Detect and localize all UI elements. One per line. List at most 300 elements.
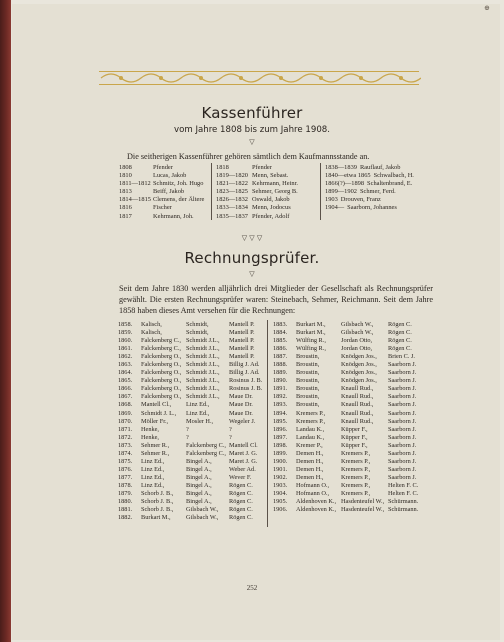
top-ornament-band — [97, 70, 421, 86]
rech-name: Linz Ed., — [141, 457, 165, 465]
rech-year: 1904. — [273, 489, 288, 497]
rech-name: Bingel A., — [186, 489, 212, 497]
rech-year: 1887. — [273, 353, 288, 361]
rech-name: Burkart M., — [296, 321, 326, 328]
rech-name: Broustin, — [296, 393, 320, 401]
rech-row — [273, 474, 433, 482]
rech-name: Saarborn J. — [388, 417, 417, 425]
rech-name: Falckenberg O., — [141, 393, 182, 401]
rech-name: Schmidt, — [186, 321, 209, 328]
rech-year: 1883. — [273, 321, 288, 328]
rech-row — [273, 329, 433, 337]
rech-row — [118, 377, 268, 385]
kassen-years: 1899—1902 — [325, 188, 357, 196]
kassen-row — [119, 213, 209, 221]
rech-name: Falckenberg O., — [141, 377, 182, 385]
kassen-years: 1823—1825 — [216, 188, 248, 196]
corner-mark: ⊕ — [484, 4, 490, 12]
rech-row — [273, 353, 433, 361]
kassen-name: Pfender — [153, 164, 173, 171]
kassen-years: 1904— — [325, 204, 345, 212]
rech-name: Falckenberg C., — [186, 441, 226, 449]
kassen-row — [216, 213, 320, 221]
kassen-name: Schmitz, Joh. Hugo — [153, 180, 204, 188]
rech-name: Rögen C. — [229, 489, 253, 497]
rech-name: Saarborn J. — [388, 433, 417, 441]
kassen-column-3 — [325, 164, 435, 213]
rech-intro: Seit dem Jahre 1830 werden alljährlich drei Mitglieder der Gesellschaft als Rechnungsprüfer gewählt. Die ersten Rechnungsprüfer waren: Steinebach, Sehmer, Reichmann. Seit dem Jahre 1858 haben dieses Amt versehen für die Rechnungen: — [119, 284, 433, 315]
kassen-column-2 — [216, 164, 320, 221]
rech-name: Saarborn J. — [388, 377, 417, 385]
rech-row — [273, 490, 433, 498]
kassen-row — [119, 204, 209, 212]
kassen-row — [119, 196, 209, 204]
rech-name: Mantell P. — [229, 329, 255, 337]
rech-name: Küpper F., — [341, 441, 368, 449]
rech-name: Schmidt J.L., — [186, 369, 220, 377]
rech-name: Saarborn J. — [388, 449, 417, 457]
kassen-years: 1814—1815 — [119, 196, 151, 204]
kassen-name: Menn, Jodocus — [252, 204, 291, 212]
rech-year: 1901. — [273, 465, 288, 473]
kassen-years: 1840—etwa 1865 — [325, 172, 371, 180]
kassen-title: Kassenführer — [201, 104, 303, 122]
rech-name: Aldenhoven K., — [296, 506, 337, 514]
rech-name: Hofmann O., — [296, 489, 330, 497]
rech-year: 1891. — [273, 385, 288, 393]
kassen-years: 1811—1812 — [119, 180, 151, 188]
rech-year: 1867. — [118, 393, 133, 401]
rech-name: Mantell P. — [229, 345, 255, 353]
rech-year: 1879. — [118, 489, 133, 497]
kassen-name: Saarborn, Johannes — [347, 204, 397, 212]
rech-year: 1863. — [118, 361, 133, 369]
kassen-row — [325, 196, 435, 204]
rech-year: 1906. — [273, 506, 288, 514]
rech-name: Rögen C. — [229, 498, 253, 506]
kassen-name: Beiff, Jakob — [153, 188, 185, 196]
rech-name: Saarborn J. — [388, 361, 417, 369]
rech-name: Falckenberg O., — [141, 361, 182, 369]
rech-row — [118, 434, 268, 442]
rech-year: 1860. — [118, 337, 133, 345]
rech-year: 1890. — [273, 377, 288, 385]
rech-row — [273, 418, 433, 426]
rech-row — [273, 345, 433, 353]
rech-year: 1893. — [273, 401, 288, 409]
kassen-name: Schmer, Ferd. — [359, 188, 396, 196]
rech-year: 1888. — [273, 361, 288, 369]
kassen-name: Clemens, der Ältere — [153, 196, 205, 204]
rech-name: Burkart M., — [141, 514, 171, 522]
rech-name: Knödgen Jos., — [341, 377, 377, 385]
rech-name: Maue Dr. — [229, 409, 253, 417]
rech-name: Broustin, — [296, 369, 320, 377]
rech-name: Küpper F., — [341, 425, 368, 433]
rech-year: 1864. — [118, 369, 133, 377]
kassen-name: Schwalbach, H. — [373, 172, 414, 180]
rech-row — [273, 377, 433, 385]
rech-name: ? — [229, 425, 232, 433]
rech-name: Aldenhoven K., — [296, 498, 337, 506]
rech-name: Falckenberg C., — [141, 337, 181, 345]
rech-row — [118, 329, 268, 337]
rech-row — [273, 401, 433, 409]
rech-name: Rögen C. — [388, 329, 412, 337]
kassen-years: 1833—1834 — [216, 204, 248, 212]
kassen-row — [216, 180, 320, 188]
rech-name: Kremers P., — [341, 481, 371, 489]
rech-row — [118, 458, 268, 466]
rech-name: Knaull Rud., — [341, 409, 374, 417]
rech-row — [118, 450, 268, 458]
rech-year: 1868. — [118, 401, 133, 409]
kassen-row — [216, 188, 320, 196]
rech-row — [118, 506, 268, 514]
rech-name: Saarborn J. — [388, 369, 417, 377]
rech-row — [118, 385, 268, 393]
kassen-years: 1838—1839 — [325, 164, 357, 171]
rech-row — [118, 418, 268, 426]
kassen-name: Lucas, Jakob — [153, 172, 187, 180]
rech-name: Rosinus J. B. — [229, 377, 263, 385]
rech-row — [118, 393, 268, 401]
rech-row — [273, 361, 433, 369]
kassen-intro: Die seitherigen Kassenführer gehören sämtlich dem Kaufmannsstande an. — [127, 152, 370, 161]
column-rule — [211, 163, 212, 220]
rech-name: Falckenberg O., — [141, 353, 182, 361]
rech-name: Schmidt J.L., — [186, 353, 220, 361]
rech-year: 1870. — [118, 417, 133, 425]
rech-name: Hofmann O., — [296, 481, 330, 489]
rech-year: 1885. — [273, 337, 288, 345]
rech-name: Kremers P., — [296, 417, 326, 425]
rech-name: Schürmann. — [388, 506, 419, 514]
kassen-years: 1808 — [119, 164, 132, 171]
rech-name: Kremer P., — [296, 441, 323, 449]
kassen-row — [325, 164, 435, 172]
rech-name: Knaull Rud., — [341, 393, 374, 401]
rech-name: Kremers P., — [341, 457, 371, 465]
rech-year: 1881. — [118, 506, 133, 514]
kassen-name: Menn, Sebast. — [252, 172, 289, 180]
rech-name: Helten F. C. — [388, 481, 419, 489]
rech-name: Sehmer R., — [141, 441, 170, 449]
rech-name: Schmidt J.L., — [186, 385, 220, 393]
rech-name: Gilsbach W., — [341, 329, 374, 337]
divider-mark: ▽ — [249, 270, 255, 278]
rech-year: 1894. — [273, 409, 288, 417]
rech-row — [118, 442, 268, 450]
kassen-subtitle: vom Jahre 1808 bis zum Jahre 1908. — [174, 125, 330, 135]
kassen-years: 1810 — [119, 172, 132, 180]
rech-name: Wülfing R., — [296, 337, 326, 345]
rech-row — [118, 490, 268, 498]
rech-year: 1902. — [273, 473, 288, 481]
rech-row — [118, 337, 268, 345]
rech-name: Saarborn J. — [388, 409, 417, 417]
kassen-years: 1813 — [119, 188, 132, 196]
rech-name: Rögen C. — [229, 514, 253, 522]
rech-name: Maue Dr. — [229, 401, 253, 409]
rech-name: Billig J. Ad. — [229, 369, 260, 377]
rech-row — [273, 410, 433, 418]
rech-name: Linz Ed., — [141, 481, 165, 489]
rech-name: Bingel A., — [186, 481, 212, 489]
kassen-name: Schaltenbrand, E. — [367, 180, 413, 188]
rech-year: 1875. — [118, 457, 133, 465]
rech-name: Rögen C. — [388, 337, 412, 345]
rech-name: Rögen C. — [388, 321, 412, 328]
rech-name: Sehmer R., — [141, 449, 170, 457]
rech-row — [118, 474, 268, 482]
rech-name: Kremers P., — [341, 489, 371, 497]
rech-name: ? — [186, 433, 189, 441]
rech-name: Bingel A., — [186, 473, 212, 481]
kassen-years: 1826—1832 — [216, 196, 248, 204]
rech-row — [118, 369, 268, 377]
rech-row — [273, 466, 433, 474]
rech-name: Brien C. J. — [388, 353, 415, 361]
rech-name: Mantell P. — [229, 337, 255, 345]
rech-name: Saarborn J. — [388, 385, 417, 393]
rech-row — [273, 482, 433, 490]
rech-name: Schorb J. B., — [141, 498, 174, 506]
rech-year: 1877. — [118, 473, 133, 481]
rech-name: Saarborn J. — [388, 465, 417, 473]
rech-name: Billig J. Ad. — [229, 361, 260, 369]
rech-name: Jordan Otto, — [341, 337, 373, 345]
rech-row — [118, 426, 268, 434]
kassen-name: Rauflauf, Jakob — [359, 164, 401, 171]
rech-name: Rögen C. — [229, 506, 253, 514]
rech-name: Broustin, — [296, 385, 320, 393]
rech-row — [118, 410, 268, 418]
rech-name: Burkart M., — [296, 329, 326, 337]
rech-year: 1905. — [273, 498, 288, 506]
kassen-name: Sehmer, Georg B. — [252, 188, 298, 196]
kassen-name: Kehrmann, Joh. — [153, 212, 194, 220]
rech-name: Knödgen Jos., — [341, 361, 377, 369]
rech-row — [118, 353, 268, 361]
rech-name: Demen H., — [296, 473, 324, 481]
divider-mark: ▽ — [249, 138, 255, 146]
rech-name: Mantell P. — [229, 321, 255, 328]
rech-name: Schorb J. B., — [141, 489, 174, 497]
column-rule — [320, 163, 321, 220]
rech-name: Möller Fr., — [141, 417, 169, 425]
rech-row — [273, 426, 433, 434]
rech-name: Linz Ed., — [186, 401, 210, 409]
kassen-row — [216, 164, 320, 172]
rech-name: Schmidt, — [186, 329, 209, 337]
rech-year: 1897. — [273, 433, 288, 441]
rech-name: Mantell P. — [229, 353, 255, 361]
column-rule — [267, 320, 268, 527]
rech-row — [118, 498, 268, 506]
rech-year: 1896. — [273, 425, 288, 433]
rech-name: Falckenberg O., — [141, 369, 182, 377]
rech-name: Maue Dr. — [229, 393, 253, 401]
kassen-name: Pfender, Adolf — [252, 212, 290, 220]
rech-year: 1903. — [273, 481, 288, 489]
rech-name: Saarborn J. — [388, 401, 417, 409]
rech-name: Henke, — [141, 433, 160, 441]
rech-year: 1859. — [118, 329, 133, 337]
rech-name: Helten F. C. — [388, 489, 419, 497]
kassen-row — [216, 196, 320, 204]
rech-name: Broustin, — [296, 361, 320, 369]
rech-row — [118, 482, 268, 490]
kassen-row — [325, 188, 435, 196]
rech-name: Henke, — [141, 425, 160, 433]
rech-year: 1872. — [118, 433, 133, 441]
rech-name: Schmidt J.L., — [186, 377, 220, 385]
rech-year: 1895. — [273, 417, 288, 425]
rech-row — [273, 506, 433, 514]
rech-row — [273, 369, 433, 377]
rech-row — [273, 458, 433, 466]
rech-year: 1861. — [118, 345, 133, 353]
rech-name: ? — [229, 433, 232, 441]
rech-name: Kalisch, — [141, 321, 162, 328]
rech-name: Mantell Cl., — [141, 401, 172, 409]
rech-name: Rosinus J. B. — [229, 385, 263, 393]
rech-row — [273, 450, 433, 458]
rech-name: Mosler H., — [186, 417, 214, 425]
kassen-name: Oswald, Jakob — [252, 196, 290, 204]
rech-name: Gilsbach W., — [186, 514, 219, 522]
rech-row — [273, 393, 433, 401]
rech-name: Wever F. — [229, 473, 252, 481]
kassen-row — [216, 172, 320, 180]
rech-name: ? — [186, 425, 189, 433]
rech-table-left — [118, 321, 268, 522]
rech-name: Saarborn J. — [388, 441, 417, 449]
rech-name: Wülfing R., — [296, 345, 326, 353]
rech-year: 1873. — [118, 441, 133, 449]
rech-name: Schorb J. B., — [141, 506, 174, 514]
rech-name: Linz Ed., — [186, 409, 210, 417]
rech-name: Demen H., — [296, 449, 324, 457]
rech-name: Knödgen Jos., — [341, 353, 377, 361]
rech-name: Rögen C. — [388, 345, 412, 353]
rech-row — [118, 466, 268, 474]
rech-year: 1880. — [118, 498, 133, 506]
rech-name: Rögen C. — [229, 481, 253, 489]
rech-name: Schmidt J. L., — [141, 409, 177, 417]
rech-name: Linz Ed., — [141, 465, 165, 473]
rech-name: Schmidt J.L., — [186, 345, 220, 353]
rech-name: Gilsbach W., — [341, 321, 374, 328]
rech-name: Kremers P., — [296, 409, 326, 417]
kassen-row — [325, 172, 435, 180]
page-number: 252 — [246, 584, 258, 592]
rech-year: 1869. — [118, 409, 133, 417]
rech-row — [118, 361, 268, 369]
rech-name: Saarborn J. — [388, 393, 417, 401]
kassen-name: Drouven, Franz — [340, 196, 381, 204]
rech-title: Rechnungsprüfer. — [184, 249, 320, 267]
rech-year: 1900. — [273, 457, 288, 465]
rech-name: Bingel A., — [186, 498, 212, 506]
kassen-years: 1903 — [325, 196, 338, 204]
kassen-row — [119, 164, 209, 172]
rech-name: Broustin, — [296, 377, 320, 385]
rech-name: Knaull Rud., — [341, 385, 374, 393]
kassen-row — [325, 180, 435, 188]
rech-year: 1898. — [273, 441, 288, 449]
rech-year: 1871. — [118, 425, 133, 433]
kassen-name: Pfender — [252, 164, 272, 171]
kassen-row — [119, 172, 209, 180]
rech-row — [273, 434, 433, 442]
kassen-row — [119, 180, 209, 188]
rech-name: Gilsbach W., — [186, 506, 219, 514]
rech-name: Falckenberg C., — [186, 449, 226, 457]
rech-row — [273, 321, 433, 329]
rech-name: Kalisch, — [141, 329, 162, 337]
rech-year: 1884. — [273, 329, 288, 337]
kassen-years: 1835—1837 — [216, 212, 248, 220]
rech-year: 1874. — [118, 449, 133, 457]
rech-name: Linz Ed., — [141, 473, 165, 481]
rech-name: Schmidt J.L., — [186, 361, 220, 369]
rech-name: Jordan Otto, — [341, 345, 373, 353]
rech-year: 1899. — [273, 449, 288, 457]
rech-name: Broustin, — [296, 401, 320, 409]
rech-row — [273, 442, 433, 450]
rech-year: 1862. — [118, 353, 133, 361]
rech-name: Kremers P., — [341, 449, 371, 457]
rech-year: 1858. — [118, 321, 133, 328]
rech-year: 1882. — [118, 514, 133, 522]
rech-name: Broustin, — [296, 353, 320, 361]
rech-row — [273, 498, 433, 506]
rech-name: Falckenberg C., — [141, 345, 181, 353]
rech-name: Falckenberg O., — [141, 385, 182, 393]
rech-name: Mantell Cl. — [229, 441, 258, 449]
rech-row — [118, 514, 268, 522]
kassen-years: 1866(?)—1898 — [325, 180, 365, 188]
rech-name: Kremers P., — [341, 465, 371, 473]
rech-name: Landau K., — [296, 433, 325, 441]
rech-name: Schürmann. — [388, 498, 419, 506]
rech-name: Saarborn J. — [388, 457, 417, 465]
rech-name: Hasdenteufel W., — [341, 498, 385, 506]
rech-name: Saarborn J. — [388, 425, 417, 433]
rech-year: 1892. — [273, 393, 288, 401]
rech-name: Demen H., — [296, 465, 324, 473]
rech-row — [118, 345, 268, 353]
rech-table-right — [273, 321, 433, 514]
rech-name: Knaull Rud., — [341, 401, 374, 409]
rech-name: Bingel A., — [186, 465, 212, 473]
rech-name: Landau K., — [296, 425, 325, 433]
rech-row — [273, 385, 433, 393]
kassen-years: 1817 — [119, 212, 132, 220]
rech-name: Weber Ad. — [229, 465, 256, 473]
rech-name: Maret J. G. — [229, 457, 258, 465]
rech-year: 1878. — [118, 481, 133, 489]
kassen-row — [216, 204, 320, 212]
rech-name: Demen H., — [296, 457, 324, 465]
rech-name: Küpper F., — [341, 433, 368, 441]
rech-name: Maret J. G. — [229, 449, 258, 457]
rech-name: Knaull Rud., — [341, 417, 374, 425]
rech-year: 1866. — [118, 385, 133, 393]
kassen-column-1 — [119, 164, 209, 221]
